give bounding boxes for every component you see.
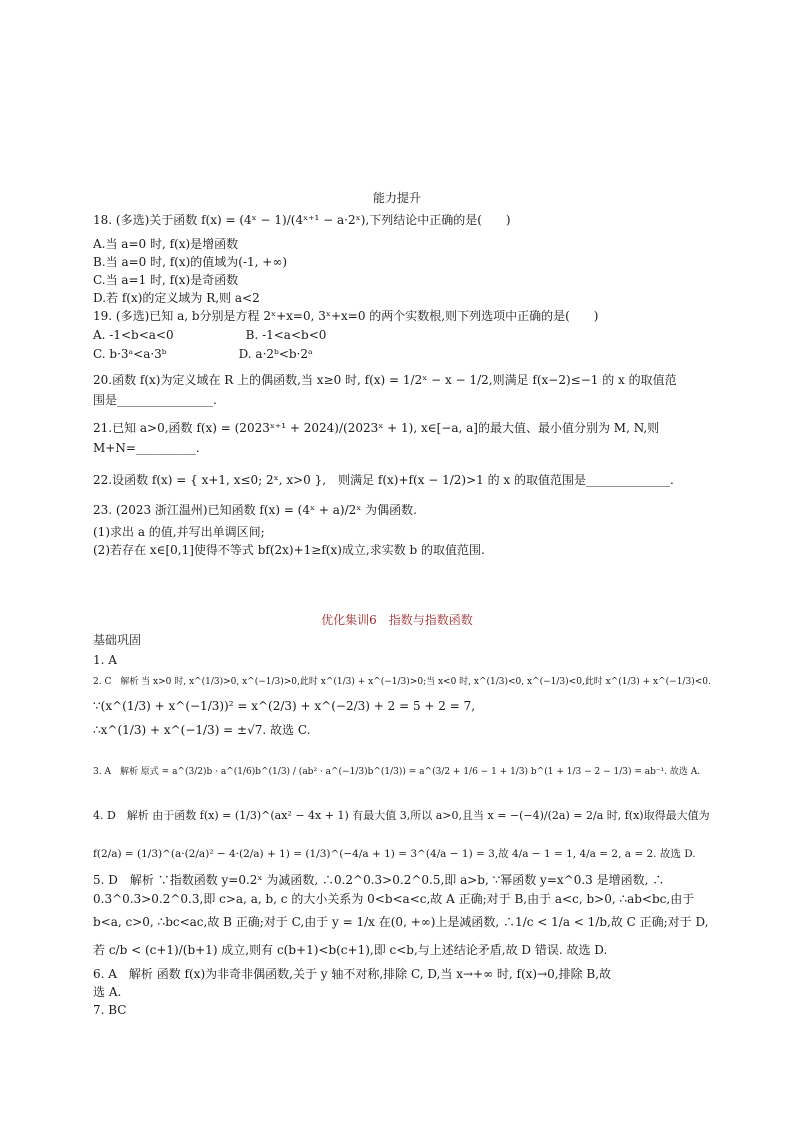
answer-5: 5. D 解析 ∵指数函数 y=0.2ˣ 为减函数, ∴0.2^0.3>0.2^0.5,即 a>b, ∵幂函数 y=x^0.3 是增函数, ∴ [93, 873, 665, 887]
option-18c: C.当 a=1 时, f(x)是奇函数 [93, 273, 239, 287]
answer-2-conclusion: ∴x^(1/3) + x^(−1/3) = ±√7. 故选 C. [93, 723, 311, 737]
answer-3: 3. A 解析 原式 = a^(3/2)b · a^(1/6)b^(1/3) / (ab² · a^(−1/3)b^(1/3)) = a^(3/2 + 1/6 − 1 + 1/3) b^(1 + 1/3 − 2 − 1/3) = ab⁻¹. 故选 A. [93, 767, 701, 777]
question-18: 18. (多选)关于函数 f(x) = (4ˣ − 1)/(4ˣ⁺¹ − a·2ˣ),下列结论中正确的是( ) [93, 213, 511, 227]
question-21: 21.已知 a>0,函数 f(x) = (2023ˣ⁺¹ + 2024)/(2023ˣ + 1), x∈[−a, a]的最大值、最小值分别为 M, N,则 [93, 421, 660, 435]
question-23-part2: (2)若存在 x∈[0,1]使得不等式 bf(2x)+1≥f(x)成立,求实数 b 的取值范围. [93, 543, 485, 557]
answer-2-step: ∵(x^(1/3) + x^(−1/3))² = x^(2/3) + x^(−2/3) + 2 = 5 + 2 = 7, [93, 699, 476, 713]
answer-2: 2. C 解析 当 x>0 时, x^(1/3)>0, x^(−1/3)>0,此时 x^(1/3) + x^(−1/3)>0;当 x<0 时, x^(1/3)<0, x^(−1/3)<0,此时 x^(1/3) + x^(−1/3)<0. [93, 677, 711, 687]
option-18b: B.当 a=0 时, f(x)的值域为(-1, +∞) [93, 255, 288, 269]
question-21-cont: M+N=__________. [93, 441, 200, 455]
subheading-basic: 基础巩固 [93, 633, 142, 647]
answer-5-line4: 若 c/b < (c+1)/(b+1) 成立,则有 c(b+1)<b(c+1),即 c<b,与上述结论矛盾,故 D 错误. 故选 D. [93, 943, 608, 957]
answer-4: 4. D 解析 由于函数 f(x) = (1/3)^(ax² − 4x + 1) 有最大值 3,所以 a>0,且当 x = −(−4)/(2a) = 2/a 时, f(x)取得最大值为 [93, 809, 710, 822]
section-heading-answers: 优化集训6 指数与指数函数 [321, 613, 473, 627]
answer-6: 6. A 解析 函数 f(x)为非奇非偶函数,关于 y 轴不对称,排除 C, D,当 x→+∞ 时, f(x)→0,排除 B,故 [93, 967, 612, 981]
question-23: 23. (2023 浙江温州)已知函数 f(x) = (4ˣ + a)/2ˣ 为偶函数. [93, 503, 418, 517]
question-20: 20.函数 f(x)为定义域在 R 上的偶函数,当 x≥0 时, f(x) = 1/2ˣ − x − 1/2,则满足 f(x−2)≤−1 的 x 的取值范 [93, 373, 677, 387]
answer-7: 7. BC [93, 1003, 127, 1017]
options-19ab: A. -1<b<a<0 B. -1<a<b<0 [93, 328, 327, 342]
answer-4-cont: f(2/a) = (1/3)^(a·(2/a)² − 4·(2/a) + 1) = (1/3)^(−4/a + 1) = 3^(4/a − 1) = 3,故 4/a − 1 = 1, 4/a = 2, a = 2. 故选 D. [93, 848, 696, 860]
answer-5-line2: 0.3^0.3>0.2^0.3,即 c>a, a, b, c 的大小关系为 0<b<a<c,故 A 正确;对于 B,由于 a<c, b>0, ∴ab<bc,由于 [93, 892, 695, 906]
section-heading-ability: 能力提升 [372, 191, 421, 205]
answer-6-cont: 选 A. [93, 985, 122, 999]
answer-5-line3: b<a, c>0, ∴bc<ac,故 B 正确;对于 C,由于 y = 1/x 在(0, +∞)上是减函数, ∴1/c < 1/a < 1/b,故 C 正确;对于 D, [93, 915, 709, 929]
option-18a: A.当 a=0 时, f(x)是增函数 [93, 237, 239, 251]
answer-1: 1. A [93, 653, 117, 667]
question-20-cont: 围是________________. [93, 393, 217, 407]
options-19cd: C. b·3ᵃ<a·3ᵇ D. a·2ᵇ<b·2ᵃ [93, 347, 313, 361]
option-18d: D.若 f(x)的定义域为 R,则 a<2 [93, 291, 260, 305]
question-19: 19. (多选)已知 a, b分别是方程 2ˣ+x=0, 3ˣ+x=0 的两个实数根,则下列选项中正确的是( ) [93, 309, 599, 323]
question-22: 22.设函数 f(x) = { x+1, x≤0; 2ˣ, x>0 }, 则满足 f(x)+f(x − 1/2)>1 的 x 的取值范围是______________. [93, 473, 674, 487]
question-23-part1: (1)求出 a 的值,并写出单调区间; [93, 525, 265, 539]
